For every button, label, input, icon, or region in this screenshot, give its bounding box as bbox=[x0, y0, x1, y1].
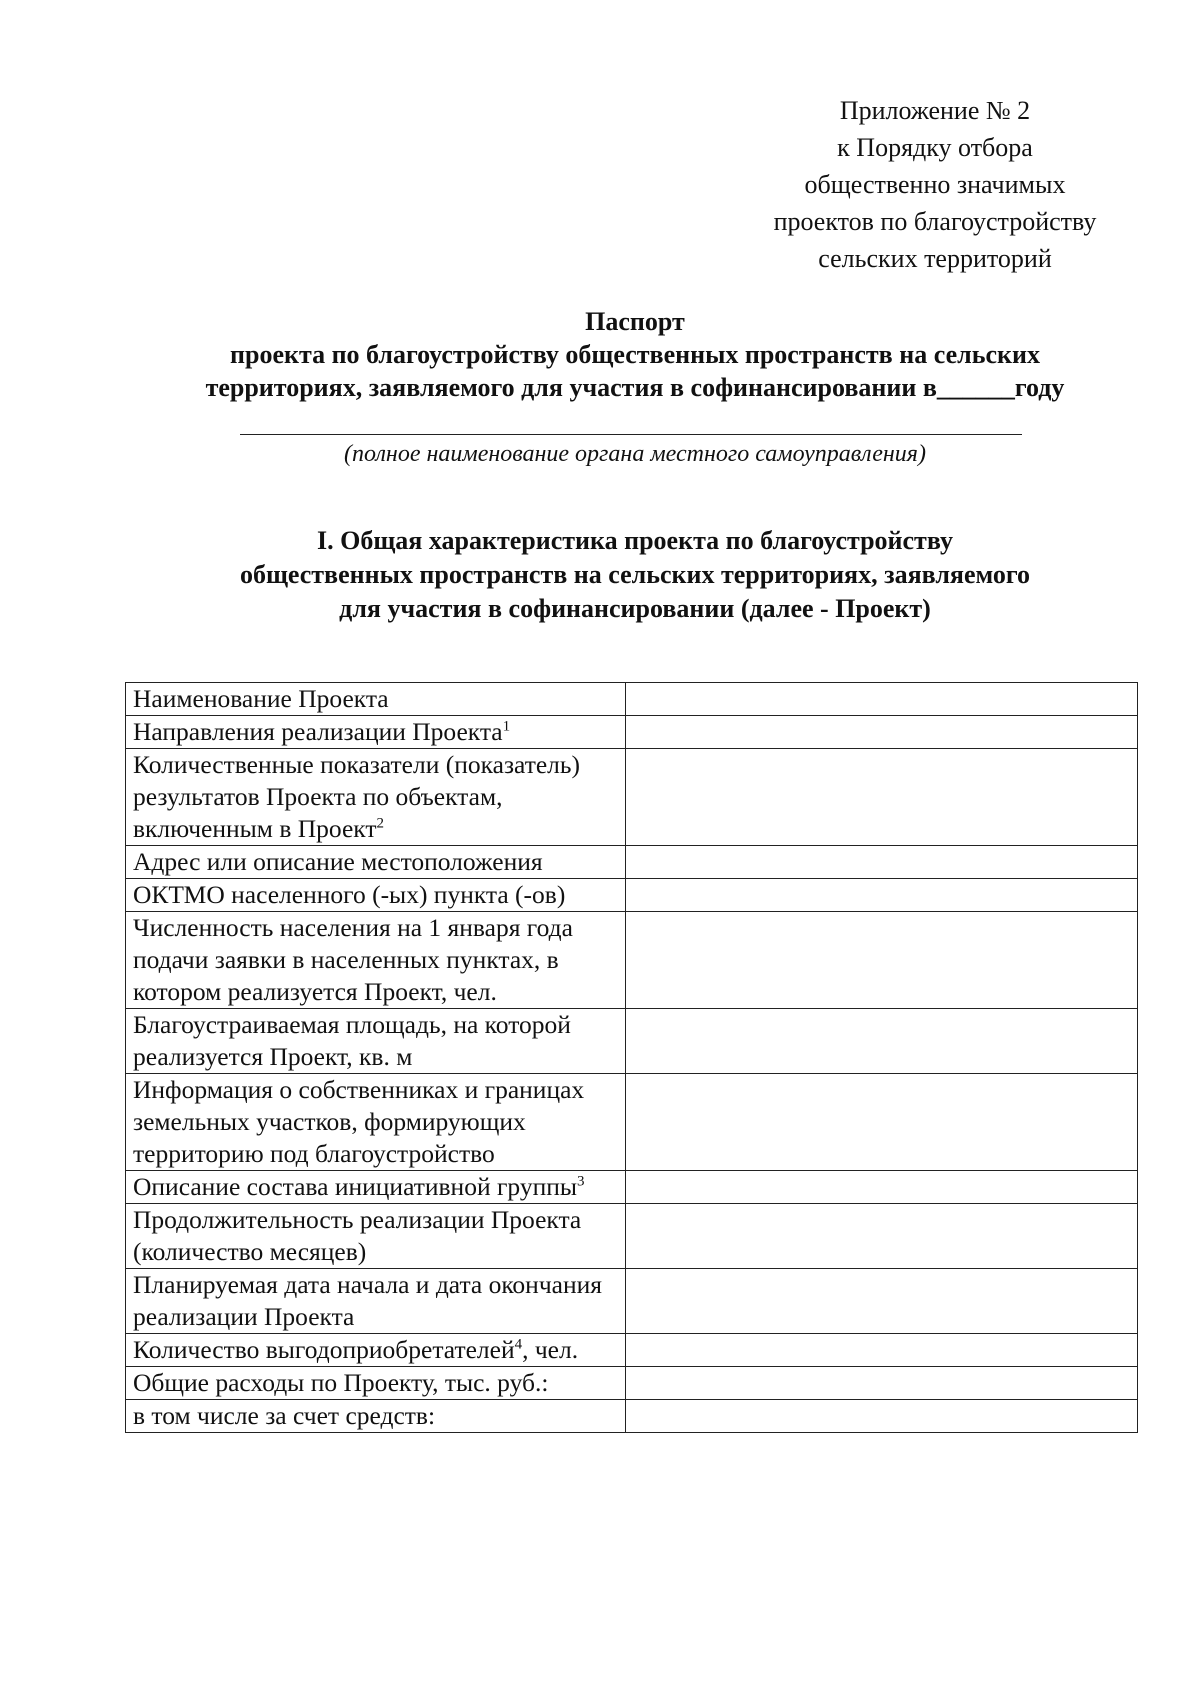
appendix-line: к Порядку отбора bbox=[837, 133, 1033, 162]
table-row bbox=[126, 1367, 1138, 1400]
row-value-cell[interactable] bbox=[626, 1367, 1138, 1400]
title-line-text: территориях, заявляемого для участия в софинансировании в bbox=[205, 373, 937, 402]
appendix-line: сельских территорий bbox=[818, 244, 1052, 273]
row-value-cell[interactable] bbox=[626, 1400, 1138, 1433]
org-name-underline bbox=[240, 434, 1022, 435]
table-row bbox=[126, 1204, 1138, 1269]
footnote-marker: 2 bbox=[376, 815, 384, 832]
table-row bbox=[126, 1171, 1138, 1204]
title-line-end: году bbox=[1014, 373, 1065, 402]
table-row bbox=[126, 683, 1138, 716]
table-row bbox=[126, 1334, 1138, 1367]
row-label: Благоустраиваемая площадь, на которой реализуется Проект, кв. м bbox=[133, 1010, 571, 1071]
row-label: Направления реализации Проекта bbox=[133, 717, 503, 746]
row-label: Адрес или описание местоположения bbox=[133, 847, 543, 876]
row-label: Планируемая дата начала и дата окончания реализации Проекта bbox=[133, 1270, 602, 1331]
row-label-cell bbox=[126, 912, 626, 1009]
row-value-cell[interactable] bbox=[626, 1009, 1138, 1074]
title-line: проекта по благоустройству общественных пространств на сельских bbox=[230, 340, 1040, 369]
row-value-cell[interactable] bbox=[626, 879, 1138, 912]
row-label-cell bbox=[126, 716, 626, 749]
title-line bbox=[160, 371, 1110, 404]
row-label-cell bbox=[126, 749, 626, 846]
row-label-cell bbox=[126, 846, 626, 879]
row-label-cell bbox=[126, 1400, 626, 1433]
row-label: Количество выгодоприобретателей bbox=[133, 1335, 515, 1364]
footnote-marker: 4 bbox=[514, 1336, 523, 1353]
row-label: Информация о собственниках и границах земельных участков, формирующих территорию под благоустройство bbox=[133, 1075, 585, 1168]
org-name-caption: (полное наименование органа местного самоуправления) bbox=[344, 441, 926, 467]
row-label-tail: , чел. bbox=[522, 1335, 579, 1364]
row-label-cell bbox=[126, 1367, 626, 1400]
section-heading-line: I. Общая характеристика проекта по благоустройству bbox=[317, 526, 953, 555]
row-value-cell[interactable] bbox=[626, 1269, 1138, 1334]
appendix-header bbox=[730, 92, 1140, 277]
year-blank: ______ bbox=[936, 373, 1015, 402]
row-label-cell bbox=[126, 1009, 626, 1074]
table-row bbox=[126, 846, 1138, 879]
footnote-marker: 3 bbox=[577, 1173, 585, 1190]
table-row bbox=[126, 1269, 1138, 1334]
row-label-cell bbox=[126, 1269, 626, 1334]
row-value-cell[interactable] bbox=[626, 912, 1138, 1009]
document-title bbox=[160, 305, 1110, 404]
table-row bbox=[126, 912, 1138, 1009]
section-heading-line: общественных пространств на сельских территориях, заявляемого bbox=[239, 560, 1031, 589]
row-value-cell[interactable] bbox=[626, 683, 1138, 716]
row-value-cell[interactable] bbox=[626, 1171, 1138, 1204]
title-line-passport: Паспорт bbox=[585, 307, 685, 336]
row-value-cell[interactable] bbox=[626, 846, 1138, 879]
project-passport-table bbox=[125, 682, 1138, 1433]
table-row bbox=[126, 879, 1138, 912]
row-label: в том числе за счет средств: bbox=[133, 1401, 436, 1430]
section-heading bbox=[140, 524, 1130, 626]
row-label-cell bbox=[126, 1074, 626, 1171]
row-value-cell[interactable] bbox=[626, 716, 1138, 749]
row-label-cell bbox=[126, 1334, 626, 1367]
section-heading-line: для участия в софинансировании (далее - Проект) bbox=[339, 594, 931, 623]
appendix-line: общественно значимых bbox=[804, 170, 1066, 199]
table-row bbox=[126, 716, 1138, 749]
appendix-line: Приложение № 2 bbox=[839, 96, 1031, 125]
row-label: Общие расходы по Проекту, тыс. руб.: bbox=[133, 1368, 549, 1397]
table-row bbox=[126, 1074, 1138, 1171]
row-label: Численность населения на 1 января года подачи заявки в населенных пунктах, в котором реализуется Проект, чел. bbox=[133, 913, 573, 1006]
row-label: Продолжительность реализации Проекта (количество месяцев) bbox=[133, 1205, 582, 1266]
row-label: Количественные показатели (показатель) результатов Проекта по объектам, включенным в Проект bbox=[133, 750, 580, 843]
table-row bbox=[126, 749, 1138, 846]
row-label: Описание состава инициативной группы bbox=[133, 1172, 578, 1201]
row-label: ОКТМО населенного (-ых) пункта (-ов) bbox=[133, 880, 566, 909]
row-label-cell bbox=[126, 1171, 626, 1204]
appendix-line: проектов по благоустройству bbox=[773, 207, 1097, 236]
row-label-cell bbox=[126, 683, 626, 716]
row-value-cell[interactable] bbox=[626, 1074, 1138, 1171]
row-value-cell[interactable] bbox=[626, 1204, 1138, 1269]
footnote-marker: 1 bbox=[502, 718, 511, 735]
row-value-cell[interactable] bbox=[626, 1334, 1138, 1367]
row-value-cell[interactable] bbox=[626, 749, 1138, 846]
table-row bbox=[126, 1009, 1138, 1074]
row-label-cell bbox=[126, 879, 626, 912]
row-label-cell bbox=[126, 1204, 626, 1269]
row-label: Наименование Проекта bbox=[133, 684, 389, 713]
table-row bbox=[126, 1400, 1138, 1433]
